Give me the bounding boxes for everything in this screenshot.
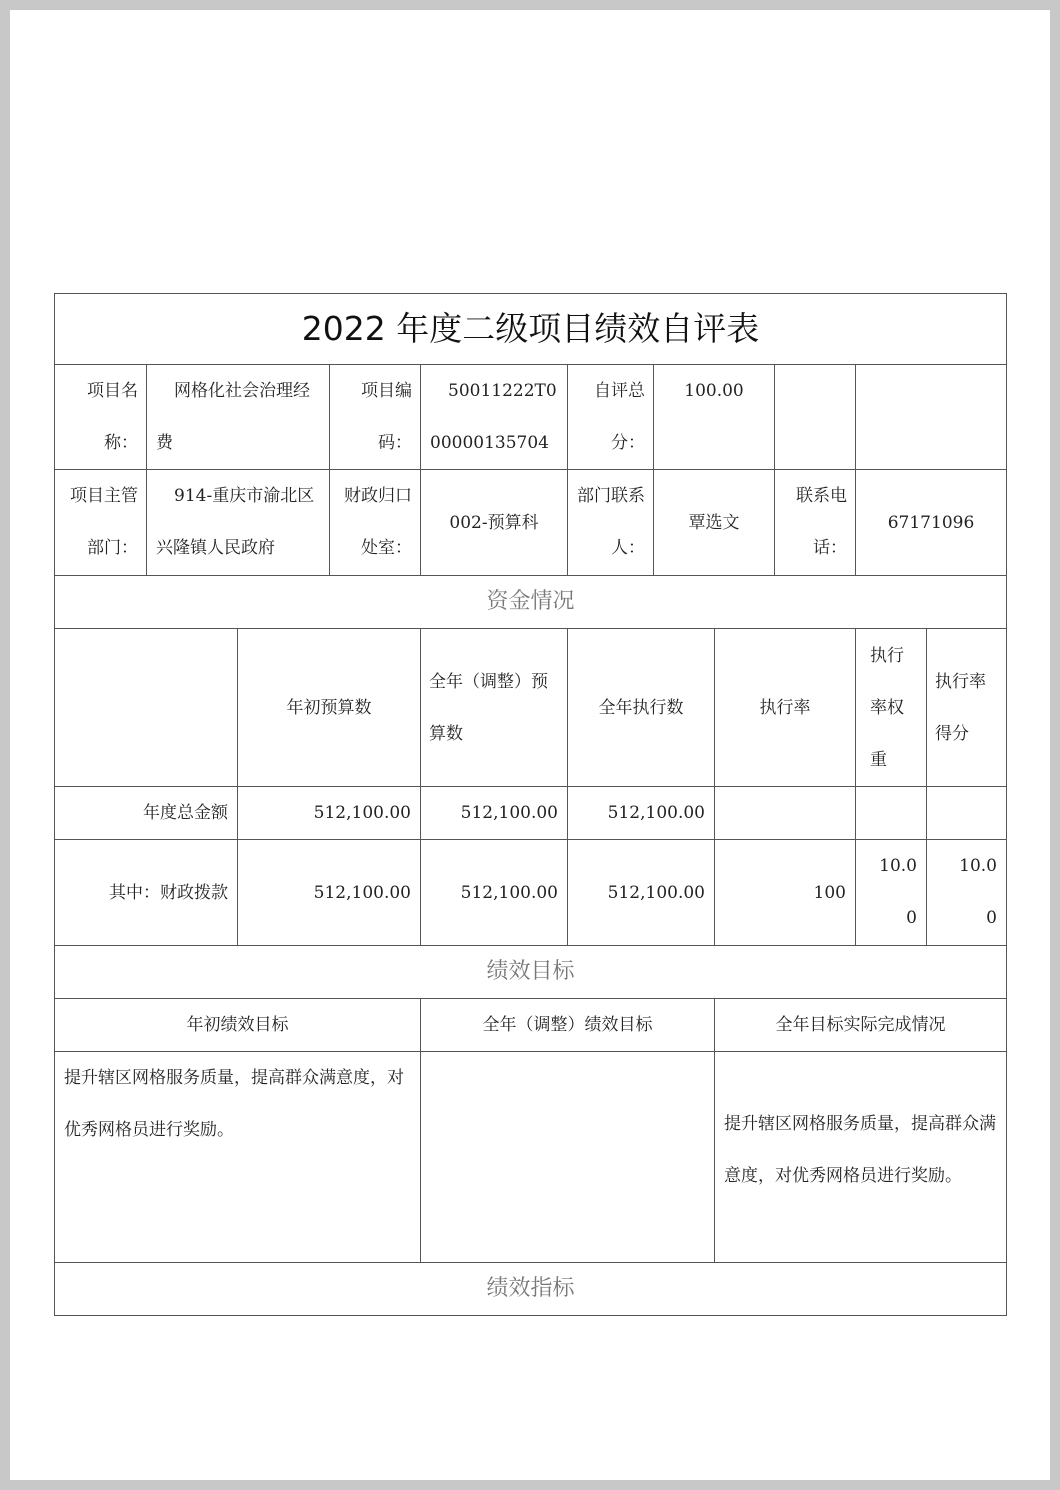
- document-page: [10, 10, 1050, 1480]
- header-execution-rate: 执行率: [715, 629, 856, 787]
- header-executed: 全年执行数: [568, 629, 715, 787]
- header-adjusted-goal: 全年（调整）绩效目标: [421, 999, 715, 1052]
- fiscal-initial: 512,100.00: [238, 840, 421, 946]
- initial-goal-text: 提升辖区网格服务质量，提高群众满意度，对优秀网格员进行奖励。: [55, 1052, 421, 1263]
- adjusted-goal-text: [421, 1052, 715, 1263]
- row-label-total: 年度总金额: [55, 787, 238, 840]
- header-adjusted-budget: 全年（调整）预算数: [421, 629, 568, 787]
- fiscal-adjusted: 512,100.00: [421, 840, 568, 946]
- empty-cell: [775, 365, 856, 470]
- project-code-label: 项目编码：: [330, 365, 421, 470]
- actual-completion-text: 提升辖区网格服务质量，提高群众满意度，对优秀网格员进行奖励。: [715, 1052, 1007, 1263]
- self-score-value: 100.00: [654, 365, 775, 470]
- project-code-value: 50011222T000000135704: [421, 365, 568, 470]
- project-name-label: 项目名称：: [55, 365, 147, 470]
- contact-value: 覃选文: [654, 470, 775, 576]
- finance-office-value: 002-预算科: [421, 470, 568, 576]
- department-value: 914-重庆市渝北区兴隆镇人民政府: [147, 470, 330, 576]
- project-name-value: 网格化社会治理经费: [147, 365, 330, 470]
- finance-office-label: 财政归口处室：: [330, 470, 421, 576]
- fiscal-weight: 10.00: [856, 840, 927, 946]
- contact-label: 部门联系人：: [568, 470, 654, 576]
- page-title: 2022 年度二级项目绩效自评表: [55, 294, 1007, 365]
- total-executed: 512,100.00: [568, 787, 715, 840]
- header-rate-score: 执行率得分: [927, 629, 1007, 787]
- header-initial-budget: 年初预算数: [238, 629, 421, 787]
- empty-cell: [856, 365, 1007, 470]
- total-initial: 512,100.00: [238, 787, 421, 840]
- fiscal-executed: 512,100.00: [568, 840, 715, 946]
- fiscal-score: 10.00: [927, 840, 1007, 946]
- phone-value: 67171096: [856, 470, 1007, 576]
- header-actual-completion: 全年目标实际完成情况: [715, 999, 1007, 1052]
- fiscal-rate: 100: [715, 840, 856, 946]
- goals-section-title: 绩效目标: [55, 946, 1007, 999]
- department-label: 项目主管部门：: [55, 470, 147, 576]
- header-initial-goal: 年初绩效目标: [55, 999, 421, 1052]
- empty-cell: [55, 629, 238, 787]
- row-label-fiscal: 其中：财政拨款: [55, 840, 238, 946]
- self-score-label: 自评总分：: [568, 365, 654, 470]
- total-weight: [856, 787, 927, 840]
- total-adjusted: 512,100.00: [421, 787, 568, 840]
- total-score: [927, 787, 1007, 840]
- funds-section-title: 资金情况: [55, 576, 1007, 629]
- phone-label: 联系电话：: [775, 470, 856, 576]
- total-rate: [715, 787, 856, 840]
- indicators-section-title: 绩效指标: [55, 1263, 1007, 1316]
- evaluation-table: [54, 293, 1007, 1316]
- header-rate-weight: 执行率权重: [856, 629, 927, 787]
